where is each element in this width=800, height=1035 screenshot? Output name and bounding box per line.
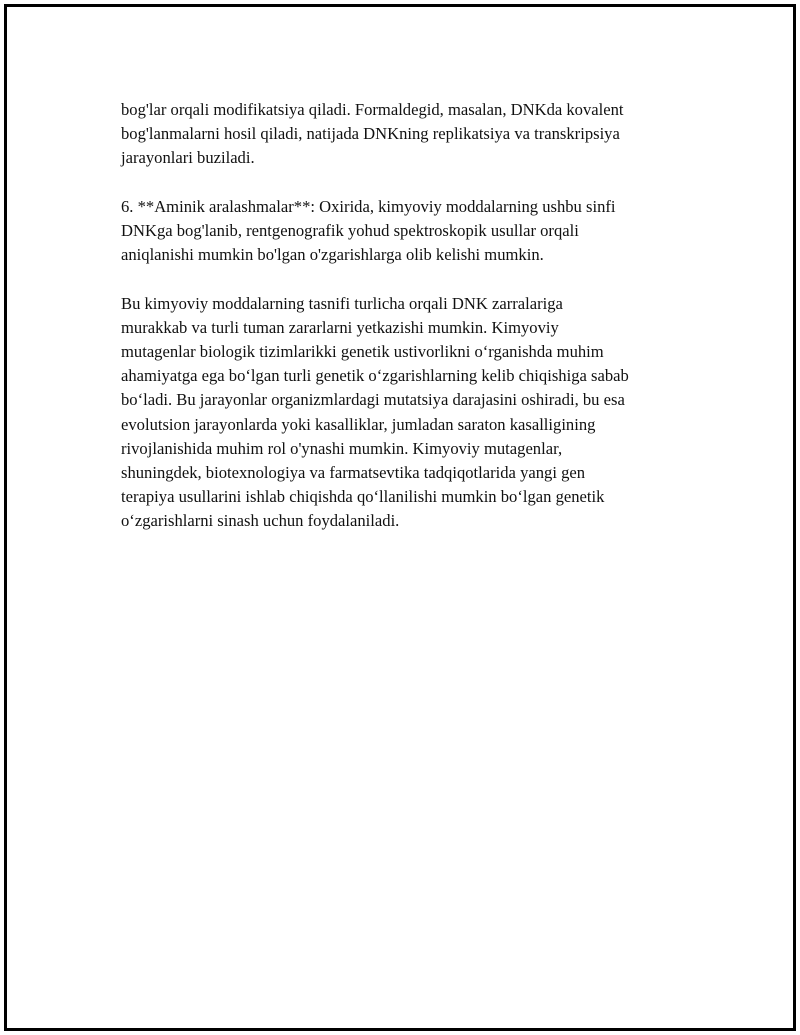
text-line: murakkab va turli tuman zararlarni yetkazishi mumkin. Kimyoviy [121,317,559,337]
text-line: bog'lar orqali modifikatsiya qiladi. Formaldegid, masalan, DNKda kovalent [121,100,624,119]
text-line: terapiya usullarini ishlab chiqishda qo‘llanilishi mumkin bo‘lgan genetik [121,487,605,507]
text-line: evolutsion jarayonlarda yoki kasalliklar, jumladan saraton kasalligining [121,414,596,434]
text-line: 6. **Aminik aralashmalar**: Oxirida, kimyoviy moddalarning ushbu sinfi [121,196,616,216]
text-line: Bu kimyoviy moddalarning tasnifi turlicha orqali DNK zarralariga [121,293,563,313]
text-line: o‘zgarishlarni sinash uchun foydalaniladi. [121,511,400,531]
text-line: DNKga bog'lanib, rentgenografik yohud spektroskopik usullar orqali [121,221,579,240]
text-line: bo‘ladi. Bu jarayonlar organizmlardagi mutatsiya darajasini oshiradi, bu esa [121,390,625,410]
text-line: mutagenlar biologik tizimlarikki genetik ustivorlikni o‘rganishda muhim [121,342,604,361]
paragraph-summary [121,292,701,534]
document-page [4,4,796,1031]
text-line: shuningdek, biotexnologiya va farmatsevtika tadqiqotlarida yangi gen [121,463,586,483]
text-line: jarayonlari buziladi. [121,148,255,168]
paragraph-formaldehyde [121,98,701,171]
text-line: ahamiyatga ega bo‘lgan turli genetik o‘zgarishlarning kelib chiqishiga sabab [121,366,629,386]
paragraph-amine-compounds [121,195,701,268]
document-body [121,98,701,558]
text-line: rivojlanishida muhim rol o'ynashi mumkin. Kimyoviy mutagenlar, [121,438,563,458]
text-line: bog'lanmalarni hosil qiladi, natijada DNKning replikatsiya va transkripsiya [121,124,620,144]
text-line: aniqlanishi mumkin bo'lgan o'zgarishlarga olib kelishi mumkin. [121,245,544,265]
